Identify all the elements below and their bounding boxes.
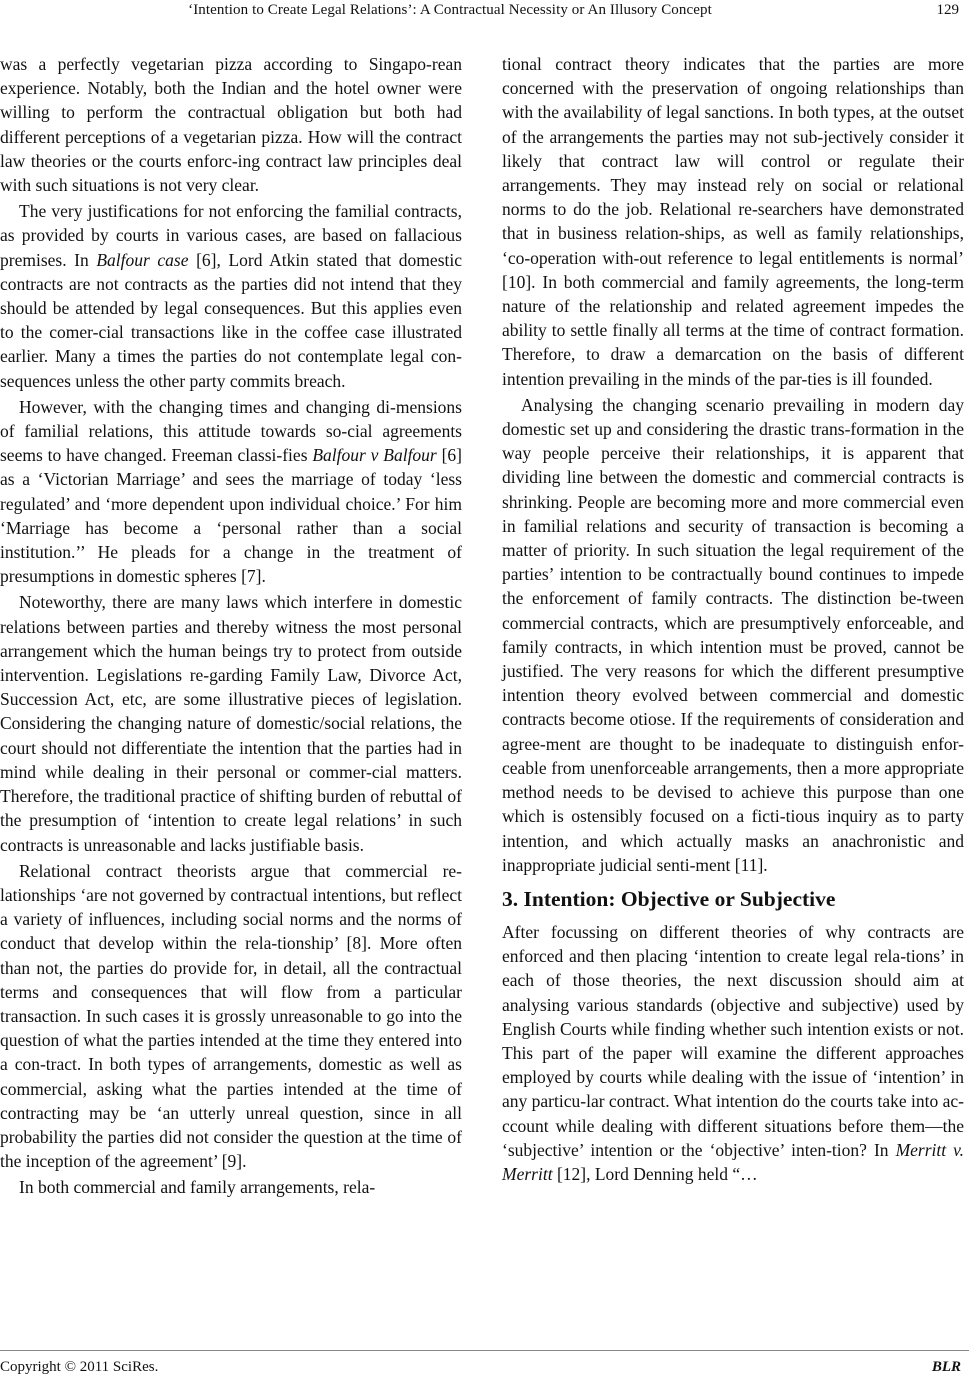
paragraph: Relational contract theorists argue that commercial re-lationships ‘are not governed by contractual intentions, but reflect a variety of influences, including social norms and the norms of conduct that develop within the rela-tionship’ [8]. More often than not, the parties do provide for, in detail, all the contractual terms and consequences that will flow from a particular transaction. In such cases it is grossly unreasonable to go into the question of what the parties intended at the time they entered into a con-tract. In both types of arrangements, domestic as well as commercial, asking what the parties intended at the time of contracting may be ‘an utterly unreal question, since in all probability the parties did not consider the question at the time of the inception of the agreement’ [9].: [0, 860, 462, 1172]
right-column: [502, 52, 964, 1186]
paragraph: In both commercial and family arrangements, rela-: [19, 1177, 376, 1198]
paragraph: [502, 920, 964, 1186]
copyright-notice: Copyright © 2011 SciRes.: [0, 1359, 159, 1375]
paragraph: [0, 395, 462, 589]
page-header: [0, 0, 969, 30]
case-name: Balfour v Balfour: [312, 445, 437, 466]
paragraph: Noteworthy, there are many laws which interfere in domestic relations between parties and thereby witness the most personal arrangement which the human beings try to protect from outside intervention. Legislations re-garding Family Law, Divorce Act, Succession Act, etc, are some illustrative pieces of legislation. Considering the changing nature of domestic/social relations, the court should not differentiate the intention that the parties had in mind while dealing in their personal or commer-cial matters. Therefore, the traditional practice of shifting burden of rebuttal of the presumption of ‘intention to create legal relations’ in such contracts is unreasonable and lacks justifiable basis.: [0, 592, 462, 855]
page-number: 129: [936, 2, 959, 18]
running-title: ‘Intention to Create Legal Relations’: A Contractual Necessity or An Illusory Concept: [188, 2, 712, 18]
text-run: After focussing on different theories of why contracts are enforced and then placing ‘intention to create legal rela-tions’ in each of those theories, the next discussion should aim at analysing various standards (objective and subjective) used by English Courts while finding whether such intention exists or not. This part of the paper will examine the different approaches employed by courts while dealing with the issue of ‘intention’ in any particu-lar contract. What intention do the courts take into ac-ccount while dealing with different situations before them—the ‘subjective’ intention or the ‘objective’ inten-tion? In: [502, 921, 964, 1160]
case-name: Balfour case: [96, 249, 189, 270]
text-run: [6], Lord Atkin stated that domestic contracts are not contracts as the parties did not intend that they should be attended by legal consequences. But this applies even to the comer-cial transactions like in the coffee case illustrated earlier. Many a times the parties do not contemplate legal con-sequences unless the other party commits breach.: [0, 249, 462, 391]
footer-divider: [0, 1350, 969, 1351]
text-run: However, with the changing times and changing di-mensions of familial relations, this attitude towards so-cial agreements seems to have changed. Freeman classi-fies: [0, 396, 462, 466]
paragraph: was a perfectly vegetarian pizza according to Singapo-rean experience. Notably, both the Indian and the hotel owner were willing to perform the contractual obligation but both had different perceptions of a vegetarian pizza. How will the contract law theories or the courts enforc-ing contract law principles deal with such situations is not very clear.: [0, 54, 462, 196]
section-heading: 3. Intention: Objective or Subjective: [502, 886, 836, 911]
paragraph: Analysing the changing scenario prevailing in modern day domestic set up and considering the drastic trans-formation in the way people perceive their relationships, it is apparent that dividing line between the domestic and commercial contracts is shrinking. People are becoming more and more commercial even in familial relations and security of transaction is becoming a matter of priority. In such situation the legal requirement of the parties’ intention to be contractually bound continues to impede the enforcement of family contracts. The distinction be-tween commercial contracts, which are presumptively enforceable, and family contracts, in which intention must be proved, cannot be justified. The very reasons for which the different presumptive intention theory evolved between commercial and domestic contracts become otiose. If the requirements of consideration and agree-ment are thought to be inadequate to distinguish enfor-ceable from unenforceable arrangements, then a more appropriate method needs to be devised to achieve this purpose than one which is ostensibly focused on a ficti-tious inquiry as to party intention, and which actually masks an anachronistic and inappropriate judicial senti-ment [11].: [502, 394, 964, 875]
paragraph: tional contract theory indicates that the parties are more concerned with the preservation of ongoing relationships than with the availability of legal sanctions. In both types, at the outset of the arrangements the parties may not sub-jectively consider it likely that contract law will control or regulate their arrangements. They may instead rely on social or relational norms to do the job. Relational re-searchers have demonstrated that in business relation-ships, as well as family relationships, ‘co-operation with-out reference to legal entitlements is normal’ [10]. In both commercial and family agreements, the long-term nature of the relationship and related agreement impedes the ability to settle finally all terms at the time of contract formation. Therefore, to draw a demarcation on the basis of different intention prevailing in the minds of the par-ties is ill founded.: [502, 54, 964, 389]
text-run: [6] as a ‘Victorian Marriage’ and sees the marriage of today ‘less regulated’ and ‘more dependent upon individual choice.’ For him ‘Marriage has become a ‘personal rather than a social institution.’’ He pleads for a change in the treatment of presumptions in domestic spheres [7].: [0, 445, 462, 587]
journal-abbreviation: BLR: [931, 1359, 961, 1375]
text-run: [12], Lord Denning held “…: [552, 1163, 758, 1184]
left-column: [0, 52, 462, 1200]
text-run: The very justifications for not enforcing the familial contracts, as provided by courts in various cases, are based on fallacious premises. In: [0, 201, 462, 270]
paragraph: [0, 199, 462, 393]
case-name: Merritt v. Merritt: [502, 1139, 964, 1184]
